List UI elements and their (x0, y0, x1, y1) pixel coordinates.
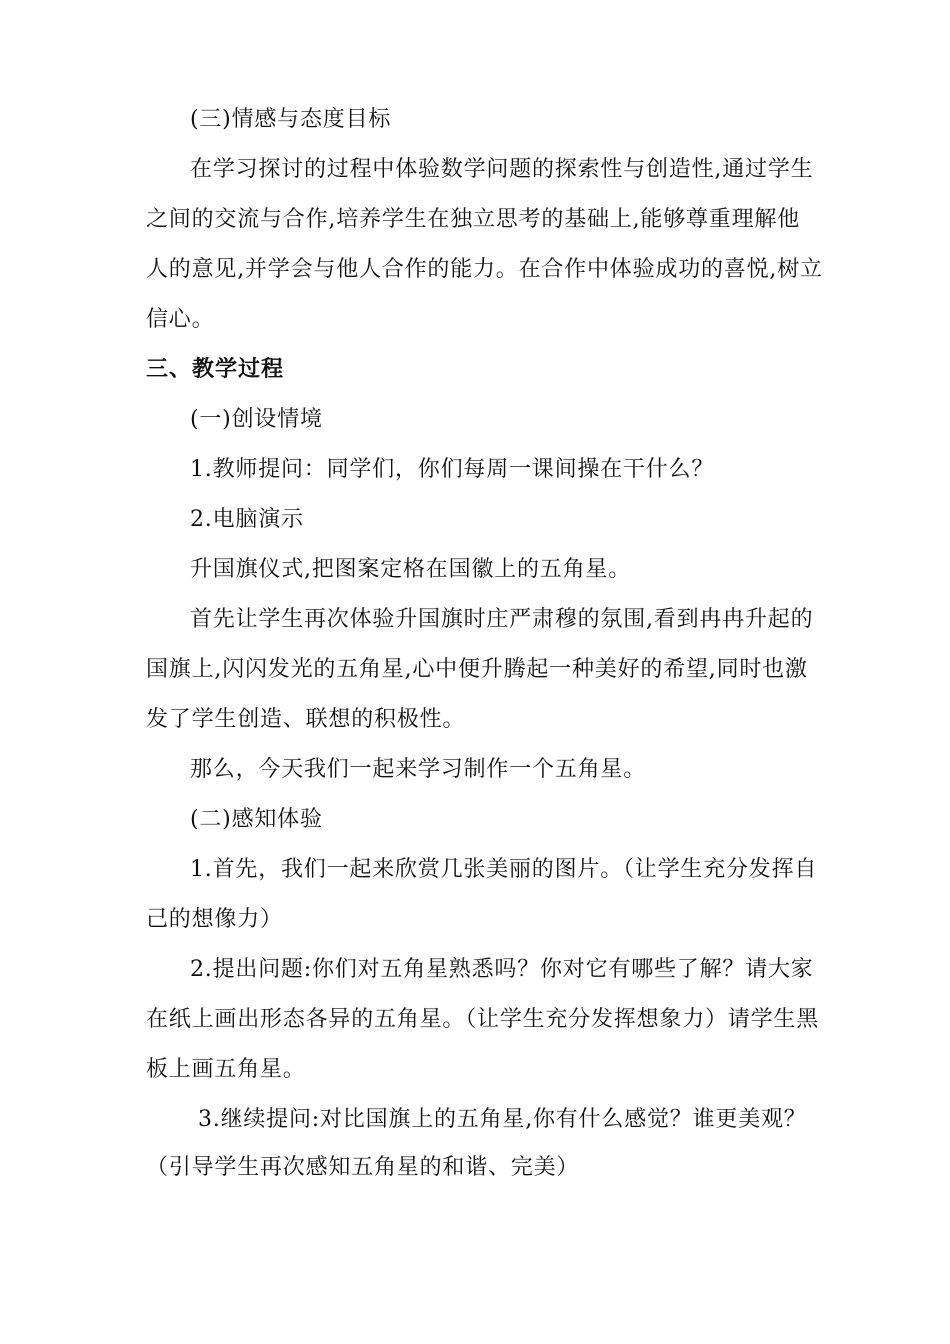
subheading-perception-experience: (二)感知体验 (190, 807, 323, 832)
paragraph-line: （引导学生再次感知五角星的和谐、完美） (146, 1155, 580, 1180)
paragraph-line: 那么，今天我们一起来学习制作一个五角星。 (190, 757, 647, 782)
paragraph-line: 之间的交流与合作,培养学生在独立思考的基础上,能够尊重理解他 (146, 207, 800, 232)
paragraph-line: 在学习探讨的过程中体验数学问题的探索性与创造性,通过学生 (190, 157, 814, 182)
paragraph-line: 国旗上,闪闪发光的五角星,心中便升腾起一种美好的希望,同时也激 (146, 657, 808, 682)
list-item: 2.提出问题:你们对五角星熟悉吗？你对它有哪些了解？请大家 (190, 957, 814, 982)
list-item: 1.教师提问：同学们，你们每周一课间操在干什么？ (190, 457, 715, 482)
paragraph-line: 己的想像力） (146, 907, 283, 932)
paragraph-line: 在纸上画出形态各异的五角星。（让学生充分发挥想象力）请学生黑 (146, 1007, 820, 1032)
paragraph-line: 人的意见,并学会与他人合作的能力。在合作中体验成功的喜悦,树立 (146, 257, 823, 282)
paragraph-line: 信心。 (146, 307, 215, 332)
section-heading-teaching-process: 三、教学过程 (146, 357, 285, 382)
paragraph-line: 升国旗仪式,把图案定格在国徽上的五角星。 (190, 557, 631, 582)
paragraph-line: 首先让学生再次体验升国旗时庄严肃穆的氛围,看到冉冉升起的 (190, 607, 814, 632)
list-item: 2.电脑演示 (190, 507, 304, 532)
paragraph-line: 发了学生创造、联想的积极性。 (146, 707, 466, 732)
paragraph-line: 板上画五角星。 (146, 1057, 306, 1082)
subheading-emotion-goals: (三)情感与态度目标 (190, 107, 392, 132)
list-item: 3.继续提问:对比国旗上的五角星,你有什么感觉？谁更美观？ (198, 1107, 807, 1132)
list-item: 1.首先，我们一起来欣赏几张美丽的图片。（让学生充分发挥自 (190, 857, 818, 882)
subheading-create-situation: (一)创设情境 (190, 407, 323, 432)
